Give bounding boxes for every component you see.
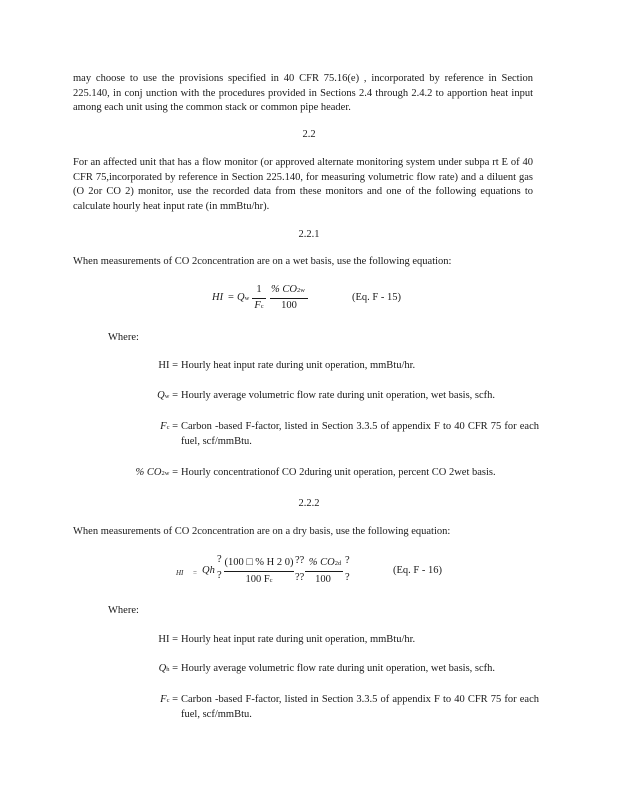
- eq16-close-bracket-low: ?: [345, 572, 350, 583]
- eq16-close-bracket: ?: [345, 555, 350, 566]
- dry-basis-intro: When measurements of CO 2concentration are on a dry basis, use the following equation:: [73, 526, 451, 537]
- def-text-hi: Hourly heat input rate during unit operation, mmBtu/hr.: [181, 360, 416, 371]
- def2-term-qh: Qh =: [158, 663, 178, 674]
- eq16-equals: =: [193, 569, 197, 577]
- paragraph-flow-monitor: For an affected unit that has a flow monitor (or approved alternate monitoring system under subpa rt E of 40 CFR 75,incorporated by reference in Section 225.140, for measuring volumetric flow rate) and a diluent gas (O 2or CO 2) monitor, use the recorded data from these monitors and one of the following equations to calculate hourly heat input rate (in mmBtu/hr).: [73, 157, 533, 212]
- def-term-fc: Fc =: [160, 421, 178, 432]
- eq16-open-bracket: ?: [217, 554, 222, 565]
- def-term-co2w: % CO2w =: [135, 467, 178, 478]
- eq16-frac2-denominator: 100: [315, 574, 331, 585]
- def-term-hi: HI =: [158, 360, 178, 371]
- def2-term-fc: Fc =: [160, 694, 178, 705]
- eq16-open-bracket-low: ?: [217, 570, 222, 581]
- section-heading-2-2-1: 2.2.1: [298, 229, 320, 240]
- eq16-frac1-denominator: 100 Fc: [245, 574, 273, 585]
- eq16-label: (Eq. F - 16): [393, 565, 442, 576]
- def2-text-hi: Hourly heat input rate during unit operation, mmBtu/hr.: [181, 634, 416, 645]
- eq15-equals: =: [228, 292, 234, 303]
- eq16-flow-symbol: Qh: [202, 565, 215, 576]
- section-heading-2-2-2: 2.2.2: [298, 498, 320, 509]
- eq15-lhs: HI: [212, 292, 224, 303]
- eq15-frac1-denominator: Fc: [254, 300, 264, 311]
- def-term-qw: Qw =: [157, 390, 178, 401]
- eq16-frac1-line: [224, 571, 294, 572]
- section-heading-2-2: 2.2: [302, 129, 316, 140]
- where-label-2: Where:: [108, 605, 139, 616]
- eq16-lhs: HI: [176, 569, 184, 577]
- def2-text-fc: Carbon -based F-factor, listed in Section 3.3.5 of appendix F to 40 CFR 75 for each fuel, scf/mmBtu.: [181, 694, 539, 720]
- def-text-co2w: Hourly concentrationof CO 2during unit operation, percent CO 2wet basis.: [181, 467, 496, 478]
- def-text-fc: Carbon -based F-factor, listed in Section 3.3.5 of appendix F to 40 CFR 75 for each fuel, scf/mmBtu.: [181, 421, 539, 447]
- eq16-mid-glyph: ??: [295, 555, 305, 566]
- eq15-flow-symbol: Qw: [237, 292, 250, 303]
- eq16-frac2-numerator: % CO2d: [308, 557, 342, 568]
- eq16-frac2-line: [305, 571, 343, 572]
- def2-term-hi: HI =: [158, 634, 178, 645]
- eq15-frac2-numerator: % CO2w: [271, 284, 305, 295]
- eq16-mid-glyph-low: ??: [295, 572, 305, 583]
- eq16-frac1-numerator: (100 □ % H 2 0): [224, 557, 294, 568]
- def2-text-qh: Hourly average volumetric flow rate during unit operation, wet basis, scfh.: [181, 663, 496, 674]
- def-text-qw: Hourly average volumetric flow rate during unit operation, wet basis, scfh.: [181, 390, 496, 401]
- paragraph-apportion: may choose to use the provisions specified in 40 CFR 75.16(e) , incorporated by reference in Section 225.140, in conj unction with the procedures provided in Sections 2.4 through 2.4.2 to apportion heat input among each unit using the common stack or common pipe header.: [73, 73, 533, 113]
- where-label-1: Where:: [108, 332, 139, 343]
- eq15-frac1-numerator: 1: [256, 284, 262, 295]
- eq15-frac2-denominator: 100: [281, 300, 297, 311]
- eq15-label: (Eq. F - 15): [352, 292, 401, 303]
- wet-basis-intro: When measurements of CO 2concentration are on a wet basis, use the following equation:: [73, 256, 452, 267]
